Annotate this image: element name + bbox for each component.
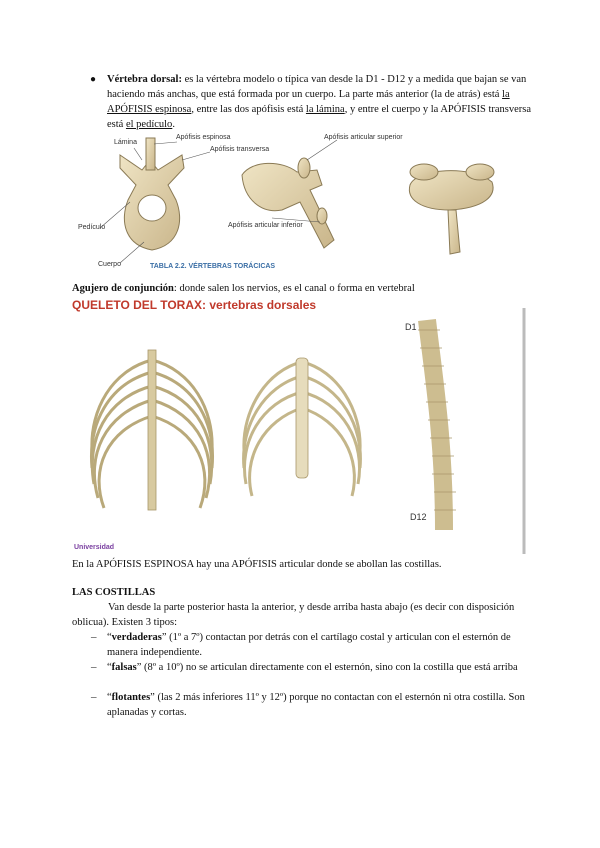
costillas-heading: LAS COSTILLAS (72, 587, 156, 598)
label-apofisis-transversa: Apófisis transversa (210, 146, 270, 153)
thorax-illustrations (72, 300, 530, 554)
label-apofisis-art-inferior: Apófisis articular inferior (228, 222, 303, 229)
item-3-term: flotantes (111, 692, 151, 703)
intro-lamina: la lámina (305, 104, 345, 115)
label-apofisis-art-superior: Apófisis articular superior (324, 134, 403, 141)
costilla-item-2 (107, 660, 537, 675)
vertebra-posterior-view (409, 164, 494, 254)
intro-espinosa: la APÓFISIS espinosa (107, 89, 510, 115)
figure-footer: Universidad (74, 544, 115, 551)
vertebra-lateral-view (242, 158, 334, 248)
thorax-figure-title: QUELETO DEL TORAX: vertebras dorsales (72, 300, 317, 312)
agujero-text: : donde salen los nervios, es el canal o forma en vertebral (173, 283, 415, 294)
ribcage-spine (148, 350, 156, 510)
intro-text-d: . (172, 119, 175, 130)
intro-paragraph (107, 72, 537, 132)
label-d1: D1 (405, 322, 417, 332)
item-1-text: ” (1º a 7º) contactan por detrás con el cartílago costal y articulan con el esternón de manera independiente. (107, 632, 511, 658)
bullet-dot: ● (90, 74, 97, 85)
agujero-title: Agujero de conjunción (72, 283, 174, 294)
vertebra-superior-view (120, 138, 184, 250)
item-1-term: verdaderas (111, 632, 162, 643)
intro-text-c: , y entre el cuerpo y la APÓFISIS transversa está (107, 104, 532, 130)
dash-3: – (91, 691, 97, 703)
costillas-paragraph (72, 600, 532, 630)
label-pediculo: Pedículo (78, 224, 106, 231)
item-3-quote: “ (107, 692, 112, 703)
costilla-item-3 (107, 690, 537, 720)
costilla-item-1 (107, 630, 537, 660)
vertebra-illustrations (72, 130, 532, 275)
agujero-paragraph (72, 281, 542, 296)
label-lamina: Lámina (114, 139, 137, 146)
dash-2: – (91, 661, 97, 673)
intro-pediculo: el pedículo (125, 119, 173, 130)
label-cuerpo: Cuerpo (98, 261, 121, 268)
intro-title: Vértebra dorsal: (107, 74, 182, 85)
item-2-quote: “ (107, 662, 112, 673)
label-d12: D12 (410, 512, 427, 522)
thorax-figure (72, 300, 530, 554)
sternum (296, 358, 308, 478)
vertebral-column (418, 320, 456, 530)
item-1-quote: “ (107, 632, 112, 643)
apofisis-note: En la APÓFISIS ESPINOSA hay una APÓFISIS articular donde se abollan las costillas. (72, 559, 442, 570)
costillas-paragraph-text: Van desde la parte posterior hasta la anterior, y desde arriba hasta abajo (es decir con disposición oblicua). Existen 3 tipos: (72, 602, 515, 628)
item-2-term: falsas (111, 662, 137, 673)
dash-1: – (91, 631, 97, 643)
intro-text-a: es la vértebra modelo o típica van desde la D1 - D12 y a medida que bajan se van haciendo más anchas, que está formada por un cuerpo. La parte más anterior (la de atrás) está (107, 74, 527, 100)
vertebra-figure (72, 130, 532, 275)
label-apofisis-espinosa: Apófisis espinosa (176, 134, 231, 141)
figure-caption: TABLA 2.2. VÉRTEBRAS TORÁCICAS (150, 263, 276, 270)
item-2-text: ” (8º a 10º) no se articulan directamente con el esternón, sino con la costilla que está arriba (136, 662, 518, 673)
item-3-text: ” (las 2 más inferiores 11º y 12º) porque no contactan con el esternón ni otra costilla. Son aplanadas y cortas. (107, 692, 525, 718)
intro-text-b: , entre las dos apófisis está (191, 104, 306, 115)
